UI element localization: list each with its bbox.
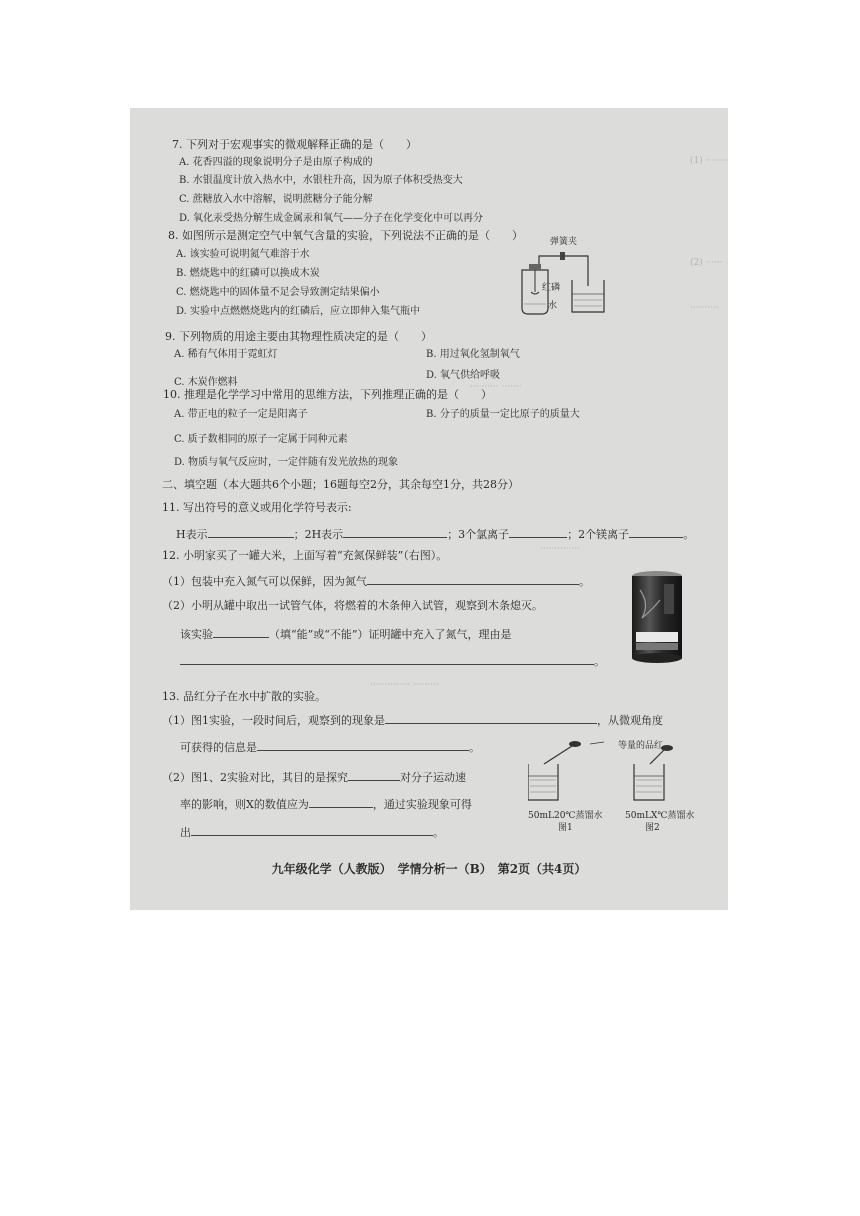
q11-h-blank[interactable] xyxy=(208,526,294,538)
q12-line4-end: 。 xyxy=(594,655,605,668)
q12-part2: （2）小明从罐中取出一试管气体，将燃着的木条伸入试管，观察到木条熄灭。 xyxy=(162,599,543,612)
rice-can-drawing xyxy=(630,570,684,664)
q10-option-d: D. 物质与氧气反应时，一定伴随有发光放热的现象 xyxy=(174,457,399,468)
q8-option-d: D. 实验中点燃燃烧匙内的红磷后，应立即伸入集气瓶中 xyxy=(176,306,421,317)
q7-option-b: B. 水银温度计放入热水中，水银柱升高，因为原子体积受热变大 xyxy=(179,175,463,186)
q13-line2-end: 。 xyxy=(469,741,480,754)
page-footer: 九年级化学（人教版） 学情分析一（B） 第2页（共4页） xyxy=(271,862,587,876)
q11-cl-blank[interactable] xyxy=(509,526,567,538)
q10-option-c: C. 质子数相同的原子一定属于同种元素 xyxy=(174,434,348,445)
q12-can-blank[interactable] xyxy=(213,626,269,638)
clamp-label: 弹簧夹 xyxy=(550,237,578,247)
q12-experiment-label: 该实验 xyxy=(180,628,213,641)
q8-stem: 8. 如图所示是测定空气中氧气含量的实验，下列说法不正确的是（ ） xyxy=(168,229,523,242)
q7-stem: 7. 下列对于宏观事实的微观解释正确的是（ ） xyxy=(172,138,417,151)
q10-option-b: B. 分子的质量一定比原子的质量大 xyxy=(426,409,580,420)
q7-option-d: D. 氧化汞受热分解生成金属汞和氧气——分子在化学变化中可以再分 xyxy=(179,213,484,224)
q12-part1-blank[interactable] xyxy=(367,573,579,585)
figure1-name: 图1 xyxy=(558,823,573,833)
q13-conclusion-blank[interactable] xyxy=(191,824,433,836)
q12-stem: 12. 小明家买了一罐大米，上面写着“充氮保鲜装”（右图）。 xyxy=(162,549,448,562)
q11-mg-blank[interactable] xyxy=(629,526,683,538)
q11-end: 。 xyxy=(683,528,695,541)
q7-option-c: C. 蔗糖放入水中溶解，说明蔗糖分子能分解 xyxy=(179,194,373,205)
oxygen-apparatus-figure xyxy=(510,237,610,318)
q13-phenomenon-blank[interactable] xyxy=(385,712,597,724)
q13-line1 xyxy=(162,712,663,728)
water-label: 水 xyxy=(548,301,558,311)
q12-line4 xyxy=(180,653,605,669)
q9-option-b: B. 用过氧化氢制氧气 xyxy=(426,349,520,360)
q10-stem: 10. 推理是化学学习中常用的思维方法，下列推理正确的是（ ） xyxy=(163,388,492,401)
section-heading: 二、填空题（本大题共6个小题；16题每空2分，其余每空1分，共28分） xyxy=(162,478,519,491)
q9-option-d: D. 氧气供给呼吸 xyxy=(426,370,501,381)
q9-option-c: C. 木炭作燃料 xyxy=(174,377,238,388)
q13-conclusion-label: 出 xyxy=(180,826,191,839)
q9-stem: 9. 下列物质的用途主要由其物理性质决定的是（ ） xyxy=(165,330,432,343)
exam-page: (1) ········ (2) ······ ·········· ·········· ······· ·············· ·············· ········· 7. 下列对于宏观事实的微观解释正确的是（ ） A. 花香四溢的现象说明分子是由原子构成的 B. 水银温度计放入热水中，水银柱升高，因为原子体积受热变大 C. 蔗糖放入水中溶解，说明蔗糖分子能分解 D. 氧化汞受热分解生成金属汞和氧气——分子在化学变化中可以再分 8. 如图所示是测定空气中氧气含量的实验，下列说法不正确的是（ ） A. 该实验可说明氮气难溶于水 B. 燃烧匙中的红磷可以换成木炭 C. 燃烧匙中的固体量不足会导致测定结果偏小 D. 实验中点燃燃烧匙内的红磷后，应立即伸入集气瓶中 弹簧夹 红磷 水 9. 下列物质的用途主要由其物理性质决定的是（ ） A. 稀有气体用于霓虹灯 B. 用过氧化氢制氧气 C. 木炭作燃料 D. 氧气供给呼吸 10. 推理是化学学习中常用的思维方法，下列推理正确的是（ ） A. 带正电的粒子一定是阳离子 B. 分子的质量一定比原子的质量大 C. 质子数相同的原子一定属于同种元素 D. 物质与氧气反应时，一定伴随有发光放热的现象 二、填空题（本大题共6个小题；16题每空2分，其余每空1分，共28分） 11. 写出符号的意义或用化学符号表示: H表示 ；2H表示 ；3个氯离子 ；2个镁离子 。 12. 小明家买了一罐大米，上面写着“充氮保鲜装”（右图）。 （1）包装中充入氮气可以保鲜，因为氮气 。 （2）小明从罐中取出一试管气体，将燃着的木条伸入试管，观察到木条熄灭。 该实验 （填“能”或“不能”）证明罐中充入了氮气，理由是 。 13. 品红分子在水中扩散的实验。 （1）图1实验，一段时间后，观察到的现象是 ，从微观角度 可获得的信息是 。 （2）图1、2实验对比，其目的是探究 对分子运动速 率的影响，则X的数值应为 ，通过实验现象可得 出 。 等量的品红 50mL20℃蒸馏水 图1 50mLX℃蒸馏水 图2 九年级化学（人教版） 学情分析一（B） 第2页（共4页） xyxy=(130,108,728,910)
q13-part2-tail: 对分子运动速 xyxy=(400,771,466,784)
diffusion-figure xyxy=(528,736,708,836)
q13-factor-blank[interactable] xyxy=(348,769,400,781)
figure2-name: 图2 xyxy=(645,823,660,833)
q7-option-a: A. 花香四溢的现象说明分子是由原子构成的 xyxy=(179,157,373,168)
q12-reason-label: （填“能”或“不能”）证明罐中充入了氮气，理由是 xyxy=(269,628,512,641)
q11-stem: 11. 写出符号的意义或用化学符号表示: xyxy=(162,501,352,514)
q13-part1-tail: ，从微观角度 xyxy=(597,714,663,727)
q10-option-a: A. 带正电的粒子一定是阳离子 xyxy=(174,409,308,420)
q12-part1-end: 。 xyxy=(579,575,590,588)
q11-2h-blank[interactable] xyxy=(343,526,447,538)
q12-line3 xyxy=(180,626,512,642)
q12-reason-blank[interactable] xyxy=(180,653,594,665)
figure2-caption: 50mLX℃蒸馏水 xyxy=(625,811,695,821)
q13-line5 xyxy=(180,824,444,840)
q13-stem: 13. 品红分子在水中扩散的实验。 xyxy=(162,690,326,703)
q13-line4 xyxy=(180,796,472,812)
q8-option-b: B. 燃烧匙中的红磷可以换成木炭 xyxy=(176,268,320,279)
q13-x-tail: ，通过实验现象可得 xyxy=(372,798,472,811)
q12-line1 xyxy=(162,573,590,589)
q13-line5-end: 。 xyxy=(433,826,444,839)
q8-option-c: C. 燃烧匙中的固体量不足会导致测定结果偏小 xyxy=(176,287,380,298)
q12-part1-label: （1）包装中充入氮气可以保鲜，因为氮气 xyxy=(162,575,367,588)
q9-option-a: A. 稀有气体用于霓虹灯 xyxy=(174,349,278,360)
q11-mg-label: ；2个镁离子 xyxy=(567,528,630,541)
q11-answer-line xyxy=(176,526,694,542)
q13-info-label: 可获得的信息是 xyxy=(180,741,257,754)
rice-can-image xyxy=(630,570,684,664)
phosphorus-label: 红磷 xyxy=(542,283,561,293)
q11-2h-label: ；2H表示 xyxy=(293,528,344,541)
q13-line2 xyxy=(180,739,480,755)
q13-x-blank[interactable] xyxy=(309,796,373,808)
q13-info-blank[interactable] xyxy=(257,739,469,751)
q13-part1-label: （1）图1实验，一段时间后，观察到的现象是 xyxy=(162,714,385,727)
q13-x-label: 率的影响，则X的数值应为 xyxy=(180,798,309,811)
q8-option-a: A. 该实验可说明氮气难溶于水 xyxy=(176,249,310,260)
q13-line3 xyxy=(162,769,466,785)
q11-cl-label: ；3个氯离子 xyxy=(447,528,510,541)
q11-h-label: H表示 xyxy=(176,528,208,541)
figure1-caption: 50mL20℃蒸馏水 xyxy=(528,811,603,821)
magenta-note: 等量的品红 xyxy=(618,741,664,751)
q13-part2-label: （2）图1、2实验对比，其目的是探究 xyxy=(162,771,348,784)
